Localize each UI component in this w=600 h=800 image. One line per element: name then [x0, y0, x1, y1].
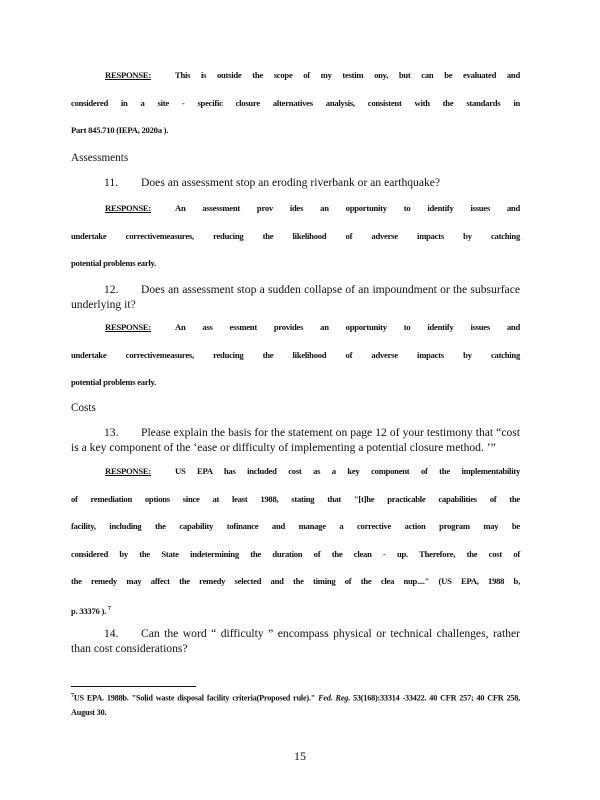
response-13	[71, 458, 520, 625]
question-text: Please explain the basis for the statement on page 12 of your testimony that “cost is a key component of the ‘ease or difficulty of implementing a potential closure method. ’”	[71, 426, 520, 454]
response-text: of remediation options since at least 1988, stating that "[t]he practicable capabilities of the	[71, 493, 520, 504]
section-heading-assessments: Assessments	[71, 152, 129, 164]
response-text: considered in a site - specific closure alternatives analysis, consistent with the standards in	[71, 97, 520, 108]
footnote-journal: Fed. Reg	[318, 693, 349, 703]
question-number: 13.	[104, 426, 119, 439]
question-text: Does an assessment stop a sudden collapse of an impoundment or the subsurface underlying it?	[71, 283, 520, 311]
question-number: 14.	[104, 627, 119, 640]
footnote	[71, 689, 520, 720]
question-13	[71, 425, 520, 455]
response-text: An assessment prov ides an opportunity to identify issues and	[174, 203, 520, 213]
question-number: 12.	[104, 283, 119, 296]
footnote-divider	[71, 686, 196, 687]
response-11	[71, 195, 520, 278]
question-text: Does an assessment stop an eroding riverbank or an earthquake?	[141, 176, 441, 189]
question-11	[71, 175, 520, 190]
response-label: RESPONSE:	[105, 322, 151, 332]
response-label: RESPONSE:	[105, 466, 151, 476]
response-text: This is outside the scope of my testim ony, but can be evaluated and	[174, 70, 520, 80]
response-label: RESPONSE:	[105, 203, 151, 213]
footnote-text: . 53(168):33314 -33422. 40 CFR 257; 40 CFR 258, August 30.	[71, 693, 520, 717]
page-number: 15	[294, 749, 306, 763]
response-10	[71, 62, 520, 145]
question-text: Can the word “ difficulty ” encompass physical or technical challenges, rather than cost considerations?	[71, 627, 520, 655]
response-text: An ass essment provides an opportunity to identify issues and	[174, 322, 520, 332]
response-text: considered by the State indetermining the duration of the clean - up. Therefore, the cost of	[71, 548, 520, 559]
footnote-reference[interactable]: 7	[107, 605, 111, 612]
question-12	[71, 282, 520, 312]
response-label: RESPONSE:	[105, 70, 151, 80]
question-14	[71, 626, 520, 656]
response-text: facility, including the capability tofinance and manage a corrective action program may be	[71, 521, 520, 531]
section-heading-costs: Costs	[71, 402, 96, 414]
response-text: undertake correctivemeasures, reducing the likelihood of adverse impacts by catching	[71, 349, 520, 360]
response-12	[71, 314, 520, 397]
response-text: potential problems early.	[71, 258, 157, 268]
response-text: US EPA has included cost as a key component of the implementability	[174, 466, 520, 476]
footnote-text: US EPA. 1988b. "Solid waste disposal facility criteria(Proposed rule)."	[73, 693, 316, 703]
question-number: 11.	[104, 176, 119, 189]
response-text: the remedy may affect the remedy selected and the timing of the clea nup...." (US EPA, 1988 b,	[71, 576, 520, 586]
footnote-marker: 7	[71, 693, 74, 699]
response-text: p. 33376 ).	[71, 605, 106, 616]
response-text: undertake correctivemeasures, reducing the likelihood of adverse impacts by catching	[71, 230, 520, 241]
response-text: potential problems early.	[71, 377, 157, 387]
response-text: Part 845.710 (IEPA, 2020a ).	[71, 125, 169, 135]
